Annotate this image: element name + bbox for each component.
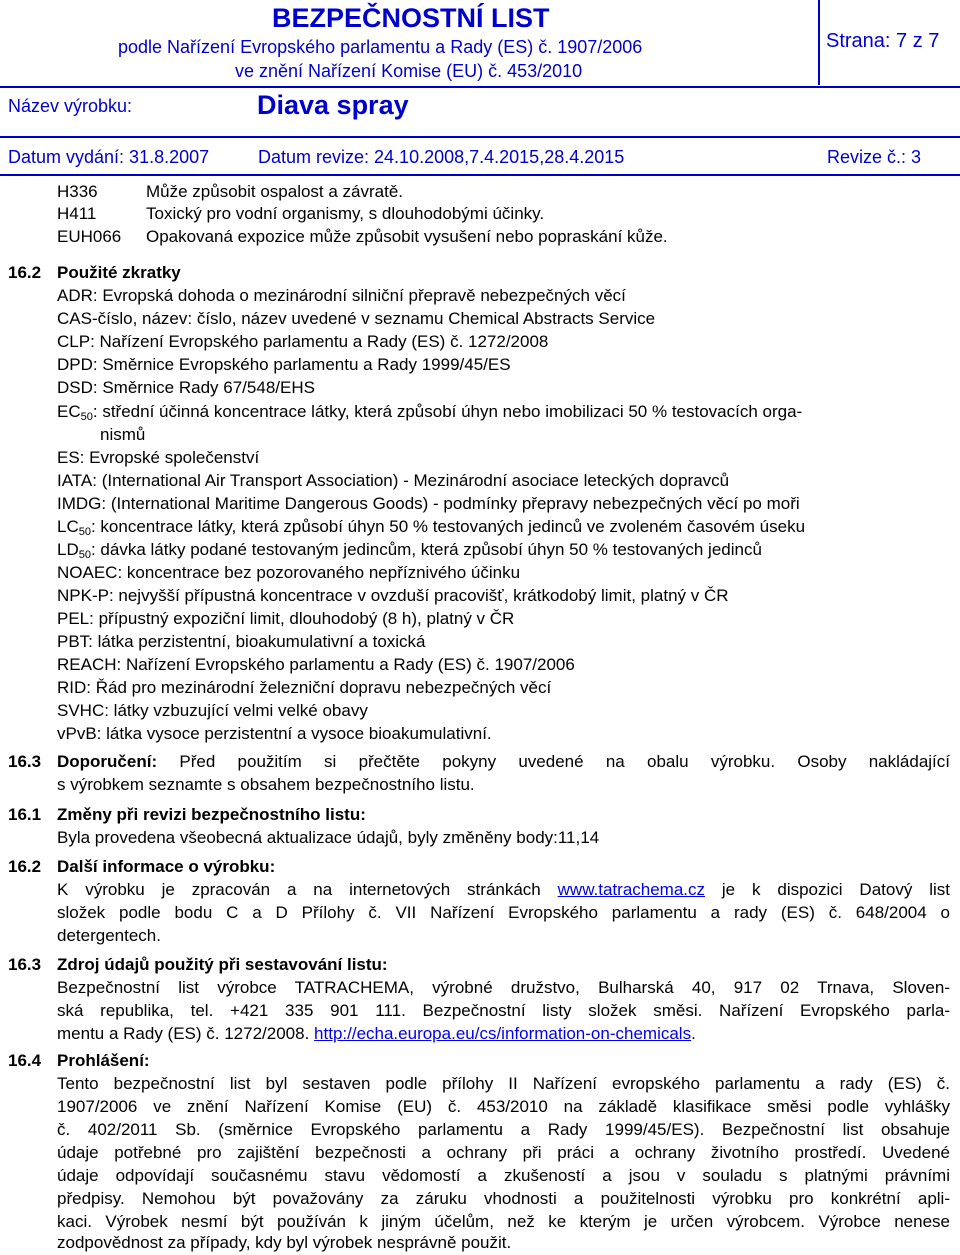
section-number: 16.3	[8, 752, 42, 771]
abbr-ld50-subscript: 50	[78, 549, 91, 561]
header-divider-1	[0, 86, 960, 88]
tatrachema-link[interactable]: www.tatrachema.cz	[557, 880, 706, 899]
abbr-es: ES: Evropské společenství	[57, 448, 260, 467]
abbr-clp: CLP: Nařízení Evropského parlamentu a Rady (ES) č. 1272/2008	[57, 332, 549, 351]
hazard-code: H336	[57, 182, 98, 201]
declaration-line: č. 402/2011 Sb. (směrnice Evropského parlamentu a Rady 1999/45/ES). Bezpečnostní list obsahuje	[57, 1120, 950, 1139]
section-number: 16.1	[8, 805, 42, 824]
abbr-noaec: NOAEC: koncentrace bez pozorovaného nepříznivého účinku	[57, 563, 521, 582]
abbr-dsd: DSD: Směrnice Rady 67/548/EHS	[57, 378, 315, 397]
section-title: Další informace o výrobku:	[57, 857, 276, 876]
hazard-code: H411	[57, 204, 97, 223]
issue-date: Datum vydání: 31.8.2007	[8, 147, 210, 167]
revision-number: Revize č.: 3	[827, 147, 922, 167]
abbr-vpvb: vPvB: látka vysoce perzistentní a vysoce bioakumulativní.	[57, 724, 492, 743]
hazard-text: Toxický pro vodní organismy, s dlouhodobými účinky.	[146, 204, 545, 223]
abbr-reach: REACH: Nařízení Evropského parlamentu a Rady (ES) č. 1907/2006	[57, 655, 575, 674]
header-divider-3	[0, 174, 960, 176]
abbr-cas: CAS-číslo, název: číslo, název uvedené v seznamu Chemical Abstracts Service	[57, 309, 656, 328]
source-line-2: ská republika, tel. +421 335 901 111. Bezpečnostní listy složek směsi. Nařízení Evropského parla-	[57, 1001, 950, 1020]
source-line-3	[57, 1024, 696, 1044]
document-title: BEZPEČNOSTNÍ LIST	[272, 3, 550, 33]
info-text: K výrobku je zpracován a na internetových stránkách	[57, 880, 541, 899]
source-line-1: Bezpečnostní list výrobce TATRACHEMA, výrobné družstvo, Bulharská 40, 917 02 Trnava, Sloven-	[57, 978, 950, 997]
abbr-lc50-text: : koncentrace látky, která způsobí úhyn 50 % testovaných jedinců ve zvoleném časovém úseku	[90, 517, 806, 536]
declaration-line: údaje odpovídají současnému stavu vědomostí a zkušeností a jsou v souladu s platnými právními	[57, 1166, 950, 1185]
abbr-rid: RID: Řád pro mezinárodní železniční dopravu nebezpečných věcí	[57, 678, 552, 697]
abbr-ld50-term: LD	[57, 540, 79, 559]
declaration-line: údaje potřebné pro zajištění bezpečnosti a ochrany při práci a ochrany životního prostředí. Uvedené	[57, 1143, 950, 1162]
header-divider-vertical	[818, 0, 820, 85]
hazard-text: Může způsobit ospalost a závratě.	[146, 182, 404, 201]
abbr-ec50-subscript: 50	[80, 411, 93, 423]
echa-link[interactable]: http://echa.europa.eu/cs/information-on-chemicals	[314, 1024, 692, 1043]
hazard-code: EUH066	[57, 227, 122, 246]
declaration-line: kaci. Výrobek nesmí být používán k jiným účelům, než ke kterým je určen výrobcem. Výrobce nenese	[57, 1212, 950, 1231]
section-number: 16.4	[8, 1051, 42, 1070]
recommendation-line-1	[57, 752, 950, 772]
regulation-line-1: podle Nařízení Evropského parlamentu a Rady (ES) č. 1907/2006	[118, 37, 643, 57]
abbr-lc50-term: LC	[57, 517, 79, 536]
page-number: Strana: 7 z 7	[826, 30, 940, 52]
abbr-npkp: NPK-P: nejvyšší přípustná koncentrace v ovzduší pracovišť, krátkodobý limit, platný v ČR	[57, 586, 729, 605]
section-number: 16.2	[8, 857, 42, 876]
abbr-ec50	[57, 402, 802, 422]
abbr-lc50-subscript: 50	[78, 526, 91, 538]
section-number: 16.2	[8, 263, 42, 282]
header-divider-2	[0, 136, 960, 138]
section-title: Prohlášení:	[57, 1051, 150, 1070]
info-line-1	[57, 880, 950, 900]
abbr-imdg: IMDG: (International Maritime Dangerous Goods) - podmínky přepravy nebezpečných věcí po moři	[57, 494, 800, 513]
section-title: Doporučení:	[57, 752, 158, 771]
abbr-iata: IATA: (International Air Transport Association) - Mezinárodní asociace leteckých dopravců	[57, 471, 730, 490]
product-name: Diava spray	[257, 90, 409, 120]
recommendation-text: Před použitím si přečtěte pokyny uvedené na obalu výrobku. Osoby nakládající	[179, 752, 950, 771]
regulation-line-2: ve znění Nařízení Komise (EU) č. 453/2010	[235, 61, 583, 81]
abbr-ld50	[57, 540, 762, 560]
section-number: 16.3	[8, 955, 42, 974]
info-line-3: detergentech.	[57, 926, 161, 945]
source-text: .	[691, 1024, 696, 1043]
revision-dates: Datum revize: 24.10.2008,7.4.2015,28.4.2015	[258, 147, 625, 167]
abbr-lc50	[57, 517, 805, 537]
section-title: Změny při revizi bezpečnostního listu:	[57, 805, 366, 824]
abbr-adr: ADR: Evropská dohoda o mezinárodní silniční přepravě nebezpečných věcí	[57, 286, 626, 305]
abbr-ec50-cont: nismů	[100, 425, 146, 444]
recommendation-line-2: s výrobkem seznamte s obsahem bezpečnostního listu.	[57, 775, 475, 794]
declaration-line: předpisy. Nemohou být považovány za záruku vhodnosti a použitelnosti výrobku pro konkrétní apli-	[57, 1189, 950, 1208]
declaration-line: zodpovědnost za případy, kdy byl výrobek nesprávně použit.	[57, 1233, 512, 1252]
declaration-line: 1907/2006 ve znění Nařízení Komise (EU) č. 453/2010 na základě klasifikace směsi podle vyhlášky	[57, 1097, 950, 1116]
source-text: mentu a Rady (ES) č. 1272/2008.	[57, 1024, 310, 1043]
abbr-ld50-text: : dávka látky podané testovaným jedincům, která způsobí úhyn 50 % testovaných jedinců	[90, 540, 762, 559]
abbr-ec50-text: : střední účinná koncentrace látky, která způsobí úhyn nebo imobilizaci 50 % testovacích orga-	[92, 402, 803, 421]
section-title: Použité zkratky	[57, 263, 181, 282]
declaration-line: Tento bezpečnostní list byl sestaven podle přílohy II Nařízení evropského parlamentu a rady (ES) č.	[57, 1074, 950, 1093]
section-title: Zdroj údajů použitý při sestavování listu:	[57, 955, 388, 974]
abbr-pbt: PBT: látka perzistentní, bioakumulativní a toxická	[57, 632, 426, 651]
changes-text: Byla provedena všeobecná aktualizace údajů, byly změněny body:11,14	[57, 828, 600, 847]
abbr-svhc: SVHC: látky vzbuzující velmi velké obavy	[57, 701, 368, 720]
abbr-ec50-term: EC	[57, 402, 81, 421]
info-text: je k dispozici Datový list	[721, 880, 950, 899]
abbr-pel: PEL: přípustný expoziční limit, dlouhodobý (8 h), platný v ČR	[57, 609, 515, 628]
document-header	[0, 0, 960, 175]
abbr-dpd: DPD: Směrnice Evropského parlamentu a Rady 1999/45/ES	[57, 355, 511, 374]
info-line-2: složek podle bodu C a D Přílohy č. VII Nařízení Evropského parlamentu a rady (ES) č. 648/2004 o	[57, 903, 950, 922]
product-label: Název výrobku:	[8, 96, 133, 116]
hazard-text: Opakovaná expozice může způsobit vysušení nebo popraskání kůže.	[146, 227, 668, 246]
